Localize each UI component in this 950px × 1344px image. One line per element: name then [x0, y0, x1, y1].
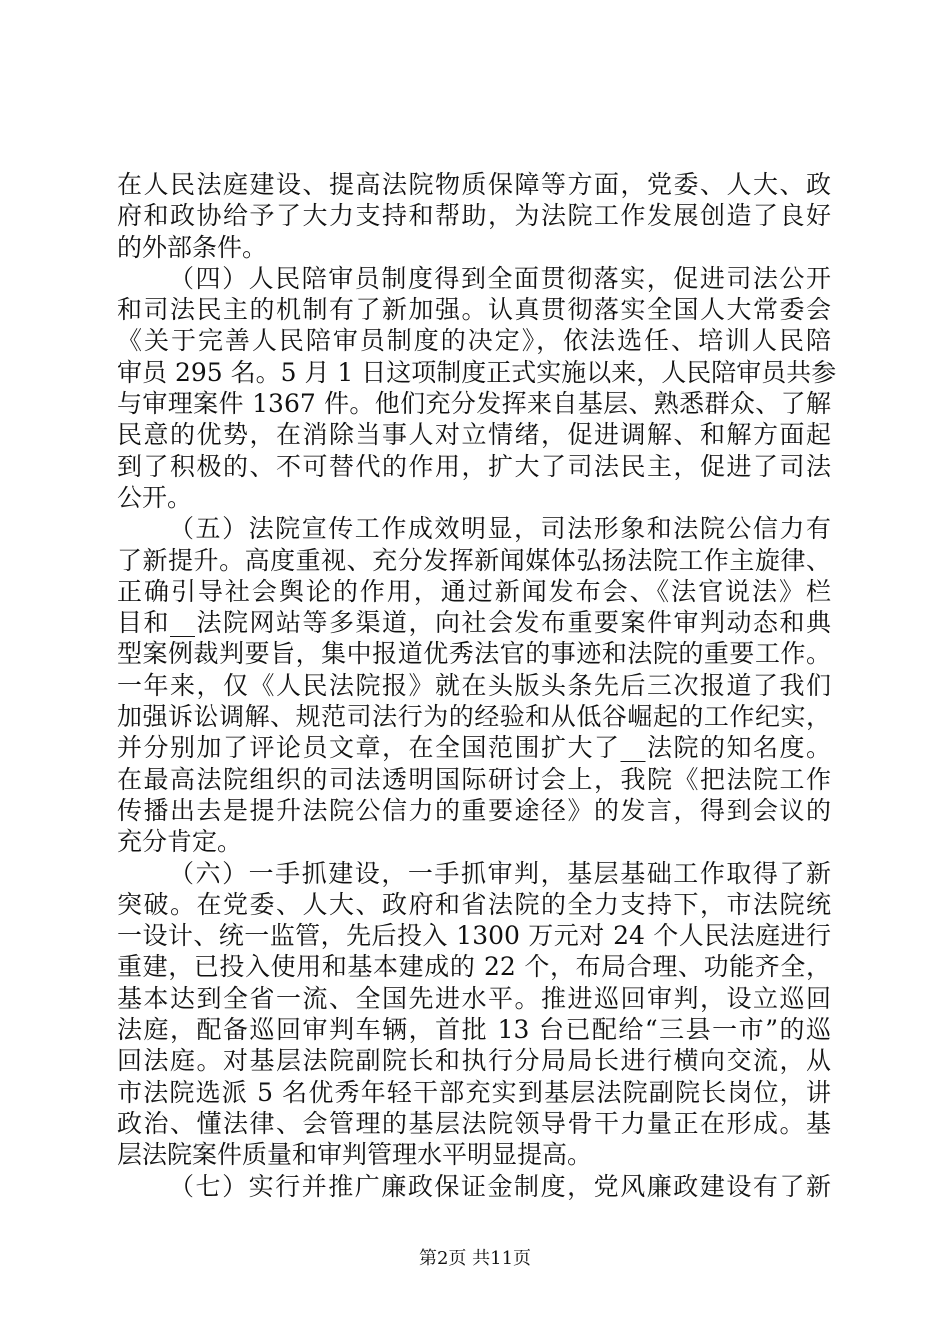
text-line: 民意的优势，在消除当事人对立情绪，促进调解、和解方面起: [117, 420, 831, 450]
text-line: （六）一手抓建设，一手抓审判，基层基础工作取得了新: [169, 858, 831, 888]
text-line: 《关于完善人民陪审员制度的决定》，依法选任、培训人民陪: [117, 326, 831, 356]
text-line: （五）法院宣传工作成效明显，司法形象和法院公信力有: [169, 514, 831, 544]
text-line: 重建，已投入使用和基本建成的 22 个，布局合理、功能齐全，: [117, 952, 831, 982]
text-line: （七）实行并推广廉政保证金制度，党风廉政建设有了新: [169, 1171, 831, 1201]
text-line: 一年来，仅《人民法院报》就在头版头条先后三次报道了我们: [117, 670, 831, 700]
page-footer: 第2页 共11页: [418, 1248, 532, 1269]
text-line: 加强诉讼调解、规范司法行为的经验和从低谷崛起的工作纪实，: [117, 702, 831, 732]
text-line: 审员 295 名。5 月 1 日这项制度正式实施以来，人民陪审员共参: [117, 357, 837, 387]
text-line: 政治、懂法律、会管理的基层法院领导骨干力量正在形成。基: [117, 1108, 831, 1138]
text-line: 正确引导社会舆论的作用，通过新闻发布会、《法官说法》栏: [117, 576, 831, 606]
text-line: 传播出去是提升法院公信力的重要途径》的发言，得到会议的: [117, 795, 831, 825]
text-line: 公开。: [117, 482, 193, 512]
text-line: 府和政协给予了大力支持和帮助，为法院工作发展创造了良好: [117, 201, 831, 231]
text-line: 突破。在党委、人大、政府和省法院的全力支持下，市法院统: [117, 889, 831, 919]
text-line: 层法院案件质量和审判管理水平明显提高。: [117, 1140, 593, 1170]
text-line: 与审理案件 1367 件。他们充分发挥来自基层、熟悉群众、了解: [117, 389, 831, 419]
text-line: 的外部条件。: [117, 232, 268, 262]
text-line: 和司法民主的机制有了新加强。认真贯彻落实全国人大常委会: [117, 295, 831, 325]
text-line: 在最高法院组织的司法透明国际研讨会上，我院《把法院工作: [117, 764, 831, 794]
text-line: 目和__法院网站等多渠道，向社会发布重要案件审判动态和典: [117, 608, 831, 638]
document-body: [117, 169, 837, 1202]
text-line: 市法院选派 5 名优秀年轻干部充实到基层法院副院长岗位，讲: [117, 1077, 831, 1107]
text-line: 到了积极的、不可替代的作用，扩大了司法民主，促进了司法: [117, 451, 831, 481]
text-line: 在人民法庭建设、提高法院物质保障等方面，党委、人大、政: [117, 170, 831, 199]
text-line: 充分肯定。: [117, 827, 243, 857]
text-line: 了新提升。高度重视、充分发挥新闻媒体弘扬法院工作主旋律、: [117, 545, 831, 575]
text-line: 基本达到全省一流、全国先进水平。推进巡回审判，设立巡回: [117, 983, 831, 1013]
text-line: 法庭，配备巡回审判车辆，首批 13 台已配给“三县一市”的巡: [117, 1015, 831, 1045]
text-line: 并分别加了评论员文章，在全国范围扩大了__法院的知名度。: [117, 733, 831, 763]
text-line: 一设计、统一监管，先后投入 1300 万元对 24 个人民法庭进行: [117, 921, 831, 951]
text-line: 型案例裁判要旨，集中报道优秀法官的事迹和法院的重要工作。: [117, 639, 831, 669]
text-line: （四）人民陪审员制度得到全面贯彻落实，促进司法公开: [169, 263, 831, 293]
text-line: 回法庭。对基层法院副院长和执行分局局长进行横向交流，从: [117, 1046, 831, 1076]
